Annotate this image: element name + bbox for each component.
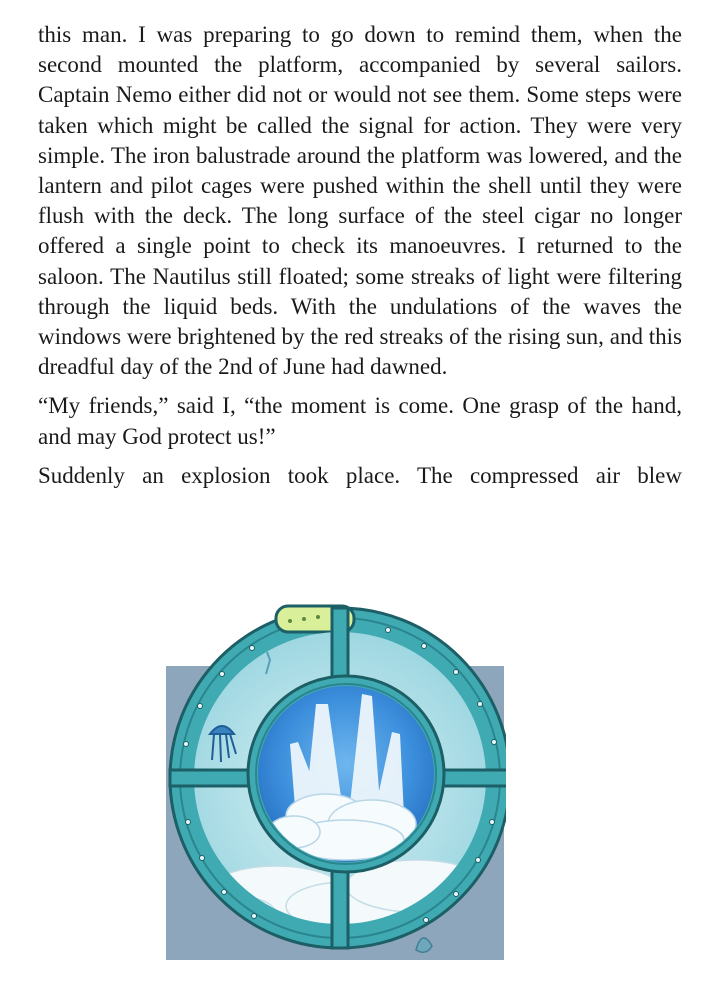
paragraph-3: Suddenly an explosion took place. The compressed air blew <box>38 462 682 488</box>
paragraph-1: this man. I was preparing to go down to remind them, when the second mounted the platform, accompanied by several sailors. Captain Nemo either did not or would not see them. Some steps were taken which might be called the signal for action. They were very simple. The iron balustrade around the platform was lowered, and the lantern and pilot cages were pushed within the shell until they were flush with the deck. The long surface of the steel cigar no longer offered a single point to check its manoeuvres. I returned to the saloon. The Nautilus still floated; some streaks of light were filtering through the liquid beds. With the undulations of the waves the windows were brightened by the red streaks of the rising sun, and this dreadful day of the 2nd of June had dawned. <box>38 22 682 380</box>
body-text <box>38 20 682 500</box>
porthole-drawing <box>166 594 506 962</box>
paragraph-2: “My friends,” said I, “the moment is come. One grasp of the hand, and may God protect us!” <box>38 393 682 449</box>
porthole-illustration <box>166 594 506 962</box>
